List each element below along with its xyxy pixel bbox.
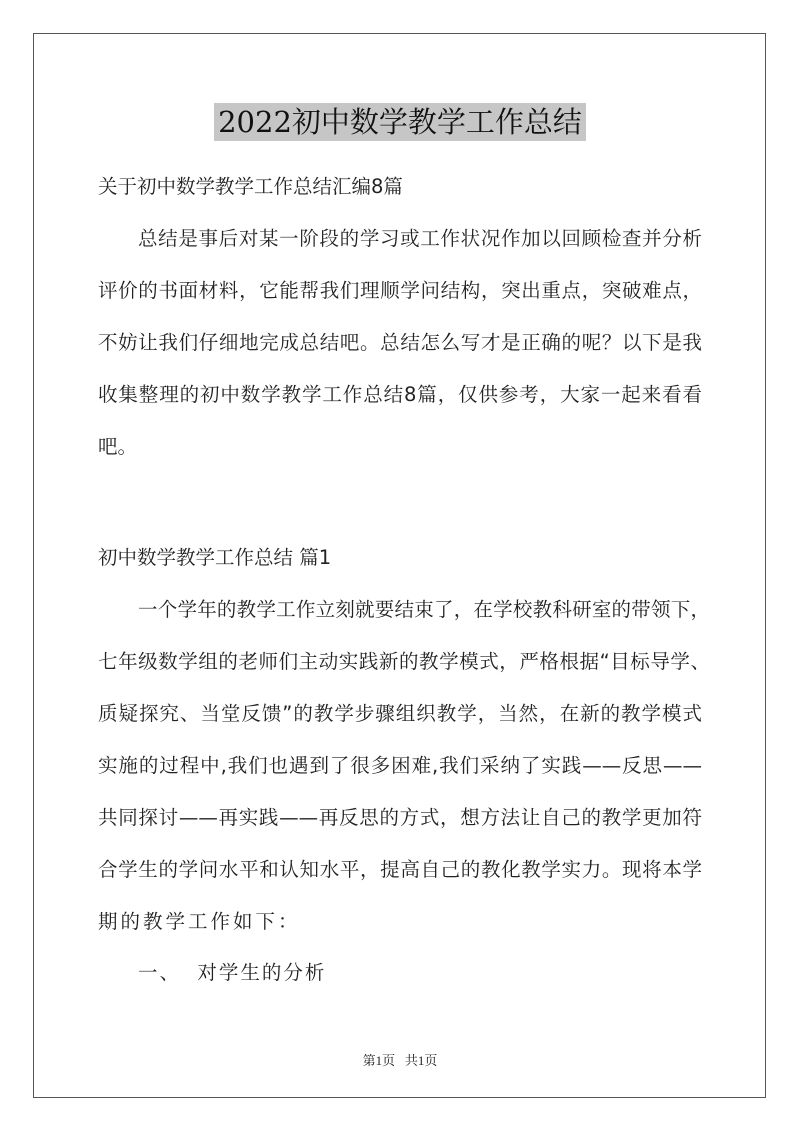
body-line: 七年级数学组的老师们主动实践新的教学模式，严格根据“目标导学、: [98, 650, 710, 673]
body-line: 期的教学工作如下：: [98, 910, 301, 933]
page-footer: 第1页 共1页: [362, 1053, 438, 1068]
intro-line: 不妨让我们仔细地完成总结吧。总结怎么写才是正确的呢？以下是我: [98, 331, 702, 354]
subsection-heading: 一、 对学生的分析: [138, 961, 327, 984]
document-subtitle: 关于初中数学教学工作总结汇编8篇: [98, 175, 403, 198]
document-title: 2022初中数学教学工作总结: [214, 103, 586, 141]
section-heading: 初中数学教学工作总结 篇1: [98, 546, 332, 569]
body-line: 一个学年的教学工作立刻就要结束了，在学校教科研室的带领下，: [138, 598, 710, 621]
intro-line: 总结是事后对某一阶段的学习或工作状况作加以回顾检查并分析: [138, 227, 702, 250]
intro-line: 收集整理的初中数学教学工作总结8篇，仅供参考，大家一起来看看: [98, 383, 702, 406]
intro-line: 吧。: [98, 435, 138, 458]
body-line: 实施的过程中,我们也遇到了很多困难,我们采纳了实践——反思——: [98, 754, 702, 777]
body-line: 质疑探究、当堂反馈”的教学步骤组织教学，当然，在新的教学模式: [98, 702, 702, 725]
intro-line: 评价的书面材料，它能帮我们理顺学问结构，突出重点，突破难点，: [98, 279, 702, 302]
body-line: 共同探讨——再实践——再反思的方式，想方法让自己的教学更加符: [98, 806, 702, 829]
body-line: 合学生的学问水平和认知水平，提高自己的教化教学实力。现将本学: [98, 858, 702, 881]
document-title-wrap: [0, 100, 800, 141]
